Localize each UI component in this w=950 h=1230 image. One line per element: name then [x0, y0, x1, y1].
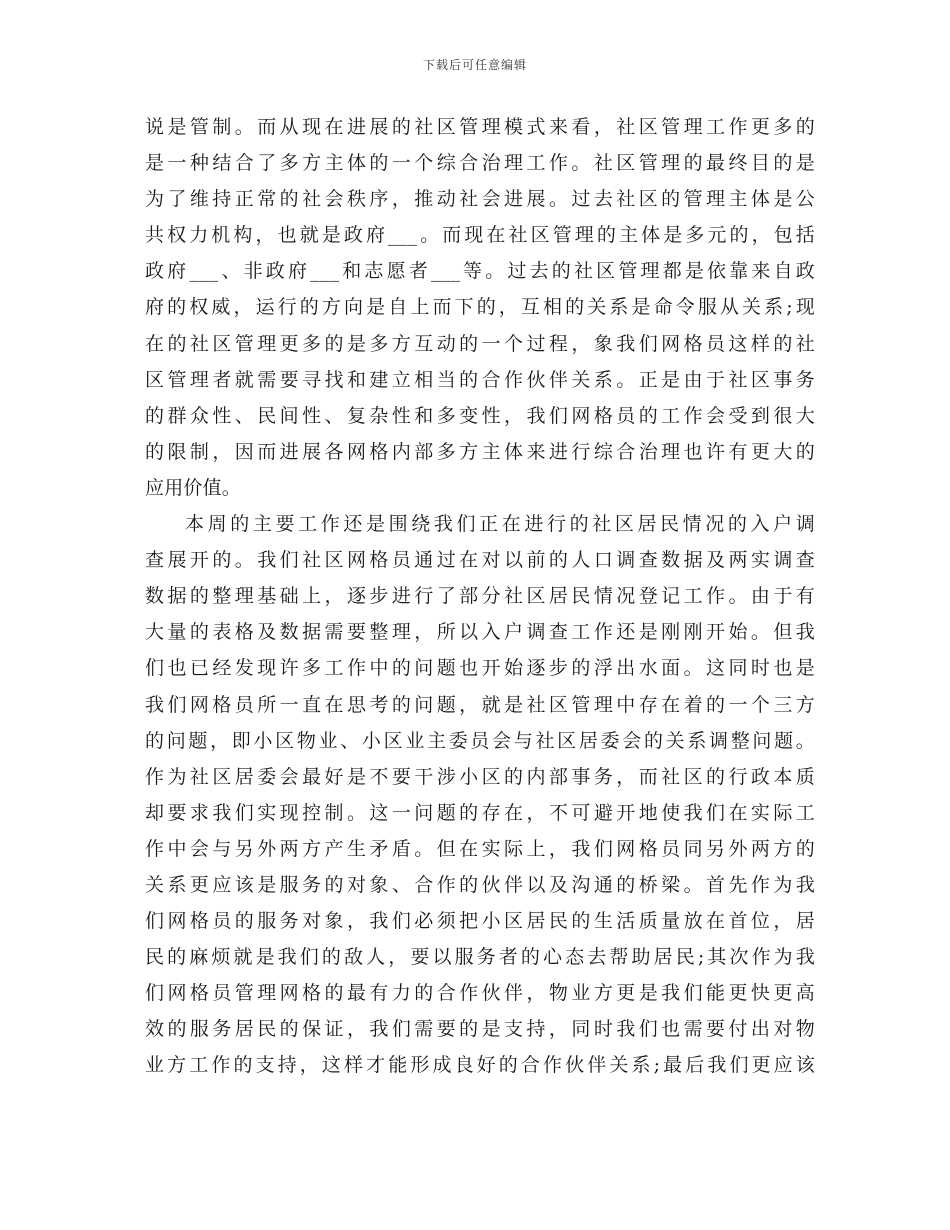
text-line: 作为社区居委会最好是不要干涉小区的内部事务，而社区的行政本质 — [145, 765, 815, 788]
paragraph — [145, 506, 815, 1084]
text-line: 大量的表格及数据需要整理，所以入户调查工作还是刚刚开始。但我 — [145, 621, 815, 644]
text-line: 效的服务居民的保证，我们需要的是支持，同时我们也需要付出对物 — [145, 1018, 815, 1041]
text-line: 民的麻烦就是我们的敌人，要以服务者的心态去帮助居民;其次作为我 — [145, 946, 815, 969]
text-line: 本周的主要工作还是围绕我们正在进行的社区居民情况的入户调 — [185, 513, 815, 536]
text-line: 却要求我们实现控制。这一问题的存在，不可避开地使我们在实际工 — [145, 801, 815, 824]
text-line: 业方工作的支持，这样才能形成良好的合作伙伴关系;最后我们更应该 — [145, 1054, 815, 1077]
text-line: 为了维持正常的社会秩序，推动社会进展。过去社区的管理主体是公 — [145, 188, 815, 211]
page-header: 下载后可任意编辑 — [422, 58, 527, 72]
text-line: 区管理者就需要寻找和建立相当的合作伙伴关系。正是由于社区事务 — [145, 368, 815, 391]
text-line: 的限制，因而进展各网格内部多方主体来进行综合治理也许有更大的 — [145, 440, 815, 463]
text-line: 是一种结合了多方主体的一个综合治理工作。社区管理的最终目的是 — [145, 152, 815, 175]
text-line: 政府___、非政府___和志愿者___等。过去的社区管理都是依靠来自政 — [145, 260, 815, 283]
text-line: 们也已经发现许多工作中的问题也开始逐步的浮出水面。这同时也是 — [145, 657, 815, 680]
document-body — [145, 109, 815, 1084]
text-line: 的问题，即小区物业、小区业主委员会与社区居委会的关系调整问题。 — [145, 729, 815, 752]
text-line: 说是管制。而从现在进展的社区管理模式来看，社区管理工作更多的 — [145, 116, 815, 138]
text-line: 数据的整理基础上，逐步进行了部分社区居民情况登记工作。由于有 — [145, 585, 815, 608]
text-line: 们网格员管理网格的最有力的合作伙伴，物业方更是我们能更快更高 — [145, 982, 815, 1005]
paragraph — [145, 109, 815, 506]
text-line: 关系更应该是服务的对象、合作的伙伴以及沟通的桥梁。首先作为我 — [145, 873, 815, 896]
text-line: 查展开的。我们社区网格员通过在对以前的人口调查数据及两实调查 — [145, 549, 815, 572]
text-line: 府的权威，运行的方向是自上而下的，互相的关系是命令服从关系;现 — [145, 296, 815, 319]
text-line: 我们网格员所一直在思考的问题，就是社区管理中存在着的一个三方 — [145, 693, 815, 716]
text-line: 应用价值。 — [145, 476, 242, 499]
text-line: 们网格员的服务对象，我们必须把小区居民的生活质量放在首位，居 — [145, 910, 815, 933]
text-line: 共权力机构，也就是政府___。而现在社区管理的主体是多元的，包括 — [145, 224, 815, 247]
text-line: 作中会与另外两方产生矛盾。但在实际上，我们网格员同另外两方的 — [145, 837, 815, 860]
text-line: 的群众性、民间性、复杂性和多变性，我们网格员的工作会受到很大 — [145, 404, 815, 427]
text-line: 在的社区管理更多的是多方互动的一个过程，象我们网格员这样的社 — [145, 332, 815, 355]
